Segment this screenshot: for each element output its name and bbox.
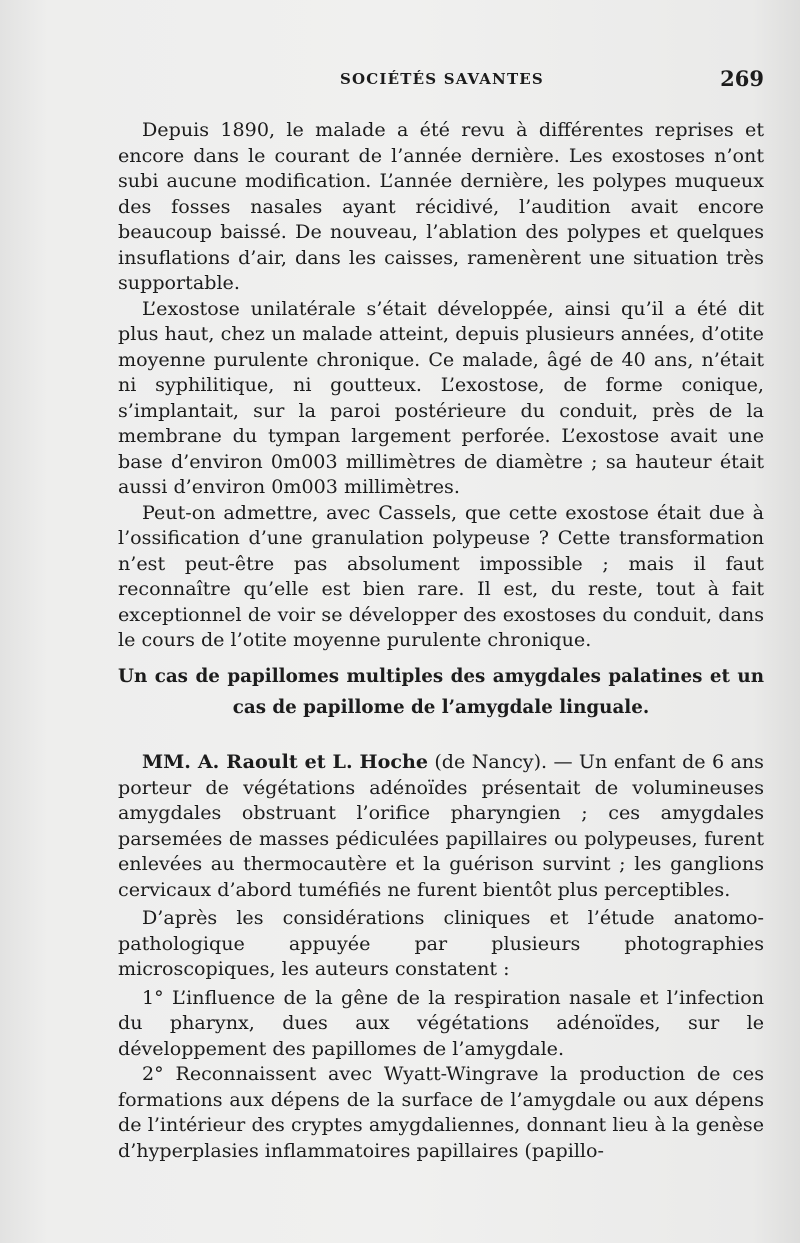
paragraph: D’après les considérations cliniques et l’étude anatomo-pathologique appuyée par plusieurs photographies microscopiques, les auteurs constatent : — [118, 906, 764, 980]
paragraph: L’exostose unilatérale s’était développée, ainsi qu’il a été dit plus haut, chez un malade atteint, depuis plusieurs années, d’otite moyenne purulente chronique. Ce malade, âgé de 40 ans, n’était ni syphilitique, ni goutteux. L’exostose, de forme conique, s’implantait, sur la paroi postérieure du conduit, près de la membrane du tympan largement perforée. L’exostose avait une base d’environ 0m003 millimètres de diamètre ; sa hauteur était aussi d’environ 0m003 millimètres. — [118, 296, 764, 498]
authors: MM. A. Raoult et L. Hoche — [142, 750, 428, 773]
paragraph-first-text: (de Nancy). — Un enfant de 6 ans porteur de végétations adénoïdes présentait de volumineuses amygdales obstruant l’orifice pharyngien ; ces amygdales parsemées de masses pédiculées papillaires ou polypeuses, furent enlevées au thermocautère et la guérison survint ; les ganglions cervicaux d’abord tuméfiés ne furent bientôt plus perceptibles. — [118, 750, 764, 901]
section-title-line-2: cas de papillome de l’amygdale linguale. — [232, 697, 650, 718]
section-title-line-1: Un cas de papillomes multiples des amygdales palatines et un — [118, 666, 764, 687]
body-text-top — [118, 117, 764, 653]
paragraph-first — [118, 749, 764, 902]
paragraph: 1° L’influence de la gêne de la respiration nasale et l’infection du pharynx, dues aux végétations adénoïdes, sur le développement des papillomes de l’amygdale. — [118, 985, 764, 1060]
section-title — [118, 661, 764, 723]
paragraph: Peut-on admettre, avec Cassels, que cette exostose était due à l’ossification d’une granulation polypeuse ? Cette transformation n’est peut-être pas absolument impossible ; mais il faut reconnaître qu’elle est bien rare. Il est, du reste, tout à fait exceptionnel de voir se développer des exostoses du conduit, dans le cours de l’otite moyenne purulente chronique. — [118, 500, 764, 651]
paragraph: 2° Reconnaissent avec Wyatt-Wingrave la production de ces formations aux dépens de la surface de l’amygdale ou aux dépens de l’intérieur des cryptes amygdaliennes, donnant lieu à la genèse d’hyperplasies inflammatoires papillaires (papillo- — [118, 1062, 764, 1162]
page-header — [118, 66, 764, 94]
running-title: SOCIÉTÉS SAVANTES — [340, 70, 544, 88]
body-text-section — [118, 749, 764, 1163]
page-number: 269 — [720, 66, 764, 91]
paragraph: Depuis 1890, le malade a été revu à différentes reprises et encore dans le courant de l’année dernière. Les exostoses n’ont subi aucune modification. L’année dernière, les polypes muqueux des fosses nasales ayant récidivé, l’audition avait encore beaucoup baissé. De nouveau, l’ablation des polypes et quelques insuflations d’air, dans les caisses, ramenèrent une situation très supportable. — [118, 118, 764, 294]
